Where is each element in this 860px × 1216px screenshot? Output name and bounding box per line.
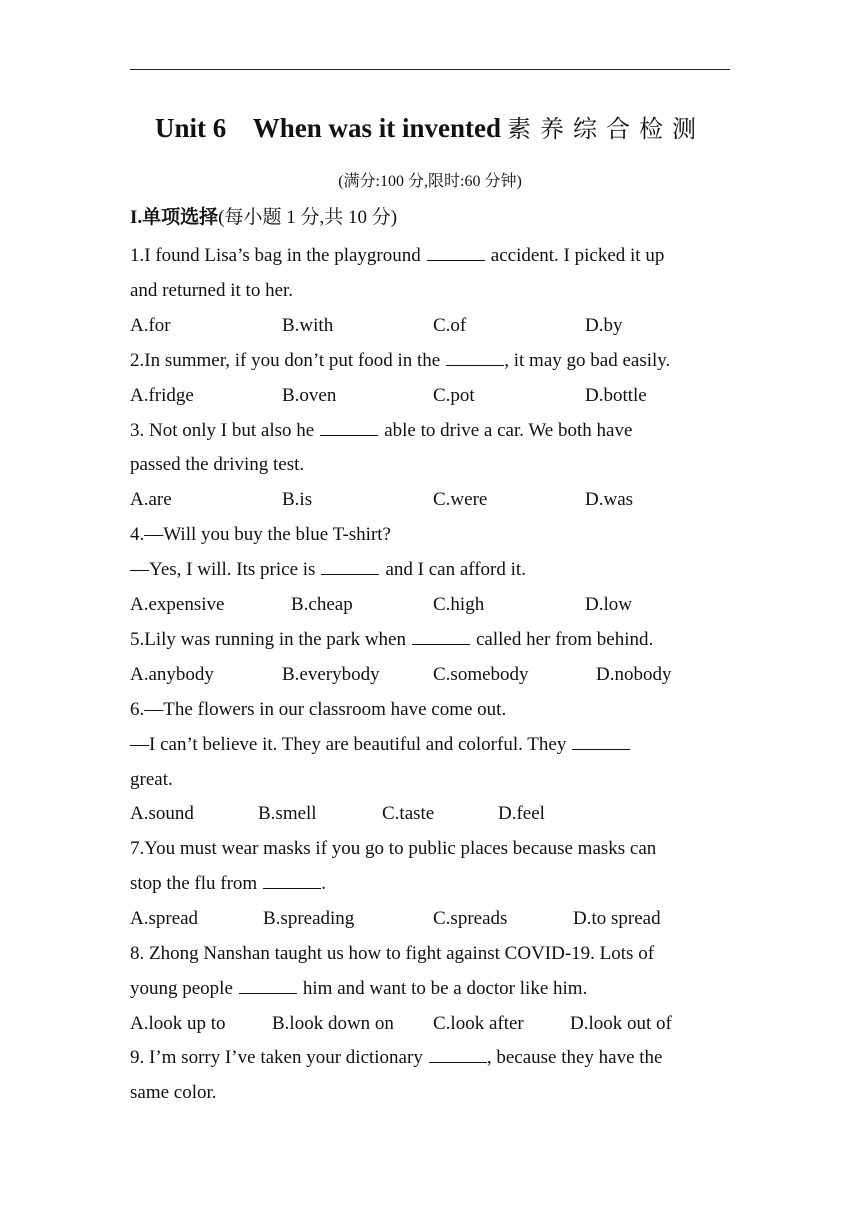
question-7-option-c: C.spreads (433, 908, 508, 929)
question-9-line-1: 9. I’m sorry I’ve taken your dictionary , because they have the (130, 1044, 663, 1072)
question-8-option-c: C.look after (433, 1013, 524, 1034)
question-5-option-d: D.nobody (596, 664, 672, 685)
question-8-line-1: 8. Zhong Nanshan taught us how to fight against COVID-19. Lots of (130, 943, 655, 964)
answer-blank (427, 242, 485, 261)
section-note: (每小题 1 分,共 10 分) (218, 207, 398, 228)
top-rule (130, 69, 730, 70)
question-5-option-c: C.somebody (433, 664, 529, 685)
question-7-line-1: 7.You must wear masks if you go to public places because masks can (130, 838, 657, 859)
question-4-line-2: —Yes, I will. Its price is and I can afford it. (130, 556, 526, 584)
question-1-option-c: C.of (433, 315, 467, 336)
answer-blank (572, 731, 630, 750)
question-6-option-d: D.feel (498, 803, 545, 824)
question-4-option-d: D.low (585, 594, 632, 615)
page-title (0, 110, 860, 147)
question-1-line-1: 1.I found Lisa’s bag in the playground accident. I picked it up (130, 242, 664, 270)
question-8-option-a: A.look up to (130, 1013, 226, 1034)
question-6-option-a: A.sound (130, 803, 194, 824)
answer-blank (320, 417, 378, 436)
question-2-option-d: D.bottle (585, 385, 647, 406)
question-7-option-d: D.to spread (573, 908, 661, 929)
question-6-option-b: B.smell (258, 803, 317, 824)
question-6-line-2: —I can’t believe it. They are beautiful and colorful. They (130, 731, 636, 759)
question-8-line-2: young people him and want to be a doctor like him. (130, 975, 587, 1003)
question-8-option-d: D.look out of (570, 1013, 672, 1034)
question-2-line-1: 2.In summer, if you don’t put food in the , it may go bad easily. (130, 347, 670, 375)
question-9-line-2: same color. (130, 1082, 217, 1103)
question-3-line-2: passed the driving test. (130, 454, 305, 475)
question-6-line-3: great. (130, 769, 173, 790)
question-7-option-a: A.spread (130, 908, 199, 929)
title-english: Unit 6 When was it invented (154, 113, 502, 143)
answer-blank (446, 347, 504, 366)
question-4-option-b: B.cheap (291, 594, 353, 615)
question-3-option-b: B.is (282, 489, 313, 510)
question-2-option-a: A.fridge (130, 385, 194, 406)
answer-blank (429, 1044, 487, 1063)
title-chinese: 素养综合检测 (507, 115, 706, 143)
answer-blank (263, 870, 321, 889)
question-5-line-1: 5.Lily was running in the park when called her from behind. (130, 626, 653, 654)
section-label: I.单项选择 (130, 207, 219, 228)
question-1-option-b: B.with (282, 315, 334, 336)
score-time-note: (满分:100 分,限时:60 分钟) (338, 173, 522, 190)
answer-blank (239, 975, 297, 994)
question-1-option-d: D.by (585, 315, 623, 336)
question-5-option-b: B.everybody (282, 664, 380, 685)
question-2-option-c: C.pot (433, 385, 475, 406)
answer-blank (412, 626, 470, 645)
question-4-line-1: 4.—Will you buy the blue T-shirt? (130, 524, 391, 545)
question-7-option-b: B.spreading (263, 908, 355, 929)
question-3-option-c: C.were (433, 489, 488, 510)
question-1-line-2: and returned it to her. (130, 280, 294, 301)
question-8-option-b: B.look down on (272, 1013, 394, 1034)
question-4-option-a: A.expensive (130, 594, 225, 615)
question-6-option-c: C.taste (382, 803, 435, 824)
question-3-line-1: 3. Not only I but also he able to drive a car. We both have (130, 417, 632, 445)
answer-blank (321, 556, 379, 575)
question-7-line-2: stop the flu from . (130, 870, 326, 898)
section-heading (130, 204, 397, 232)
question-6-line-1: 6.—The flowers in our classroom have come out. (130, 699, 507, 720)
question-3-option-a: A.are (130, 489, 172, 510)
question-1-option-a: A.for (130, 315, 171, 336)
question-3-option-d: D.was (585, 489, 634, 510)
question-4-option-c: C.high (433, 594, 485, 615)
question-2-option-b: B.oven (282, 385, 337, 406)
question-5-option-a: A.anybody (130, 664, 214, 685)
